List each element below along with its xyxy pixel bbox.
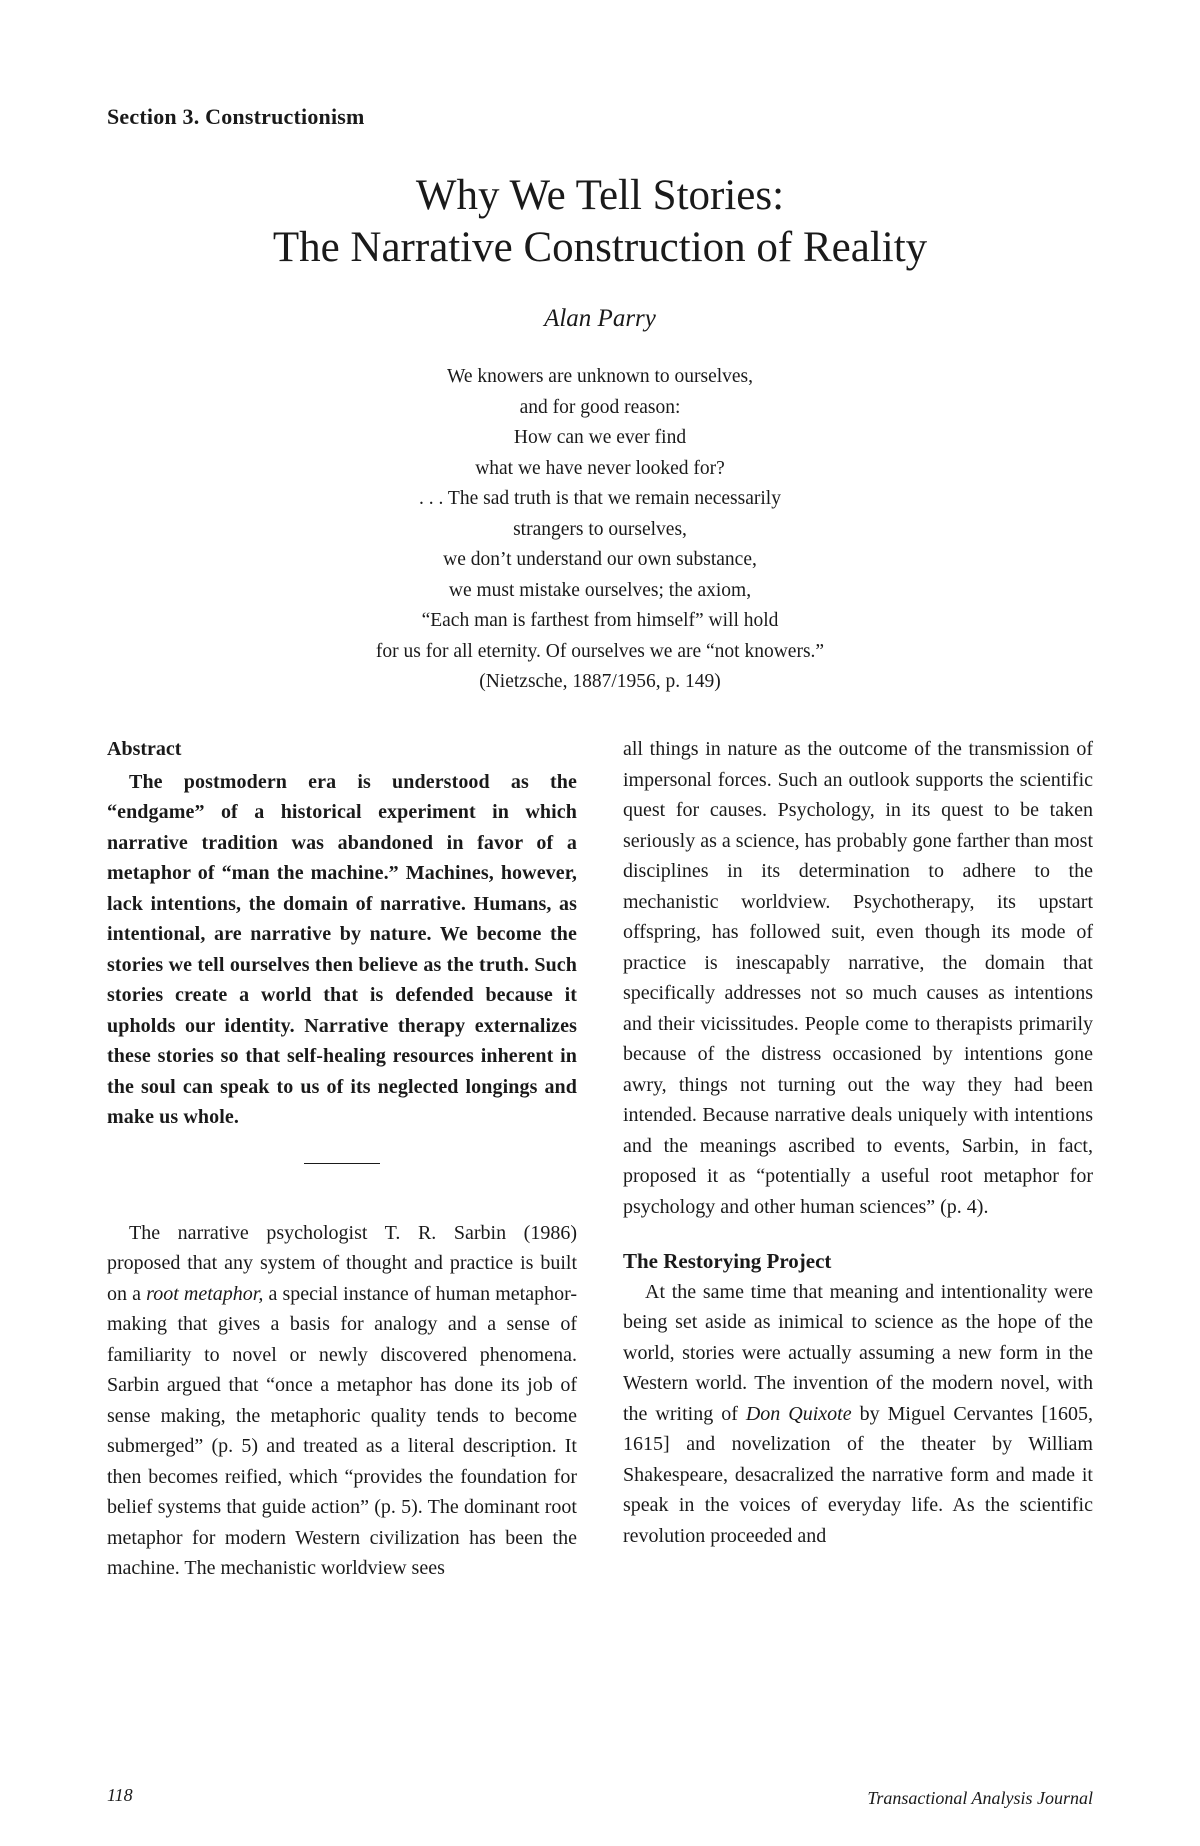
emphasis-text: root metaphor,	[146, 1282, 264, 1305]
epigraph-line: we don’t understand our own substance,	[443, 549, 757, 570]
section-divider	[304, 1163, 380, 1164]
text-run: At the same time that meaning and intentionality were being set aside as inimical to science as the hope of the world, stories were actually assuming a new form in the Western world. The invention of the modern novel, with the writing of	[623, 1280, 1093, 1425]
article-title	[0, 170, 1200, 274]
epigraph	[250, 362, 950, 698]
emphasis-text: Don Quixote	[745, 1402, 852, 1425]
epigraph-line: How can we ever find	[513, 427, 687, 448]
abstract-body: The postmodern era is understood as the “endgame” of a historical experiment in which narrative tradition was abandoned in favor of a metaphor of “man the machine.” Machines, however, lack intentions, the domain of narrative. Humans, as intentional, are narrative by nature. We become the stories we tell ourselves then believe as the truth. Such stories create a world that is defended because it upholds our identity. Narrative therapy externalizes these stories so that self-healing resources inherent in the soul can speak to us of its neglected longings and make us whole.	[107, 770, 577, 1128]
body-paragraph: all things in nature as the outcome of the transmission of impersonal forces. Such an outlook supports the scientific quest for causes. Psychology, in its quest to be taken seriously as a science, has probably gone farther than most disciplines in its determination to adhere to the mechanistic worldview. Psychotherapy, its upstart offspring, has followed suit, even though its mode of practice is inescapably narrative, the domain that specifically addresses not so much causes as intentions and their vicissitudes. People come to therapists primarily because of the distress occasioned by intentions gone awry, things not turning out the way they had been intended. Because narrative deals uniquely with intentions and the meanings ascribed to events, Sarbin, in fact, proposed it as “potentially a useful root metaphor for psychology and other human sciences” (p. 4).	[623, 738, 1093, 1218]
abstract-heading: Abstract	[107, 738, 182, 760]
epigraph-line: and for good reason:	[519, 396, 681, 418]
epigraph-line: strangers to ourselves,	[513, 518, 687, 540]
page-number: 118	[107, 1785, 133, 1805]
text-run: a special instance of human metaphor-making that gives a basis for analogy and a sense of familiarity to novel or newly discovered phenomena. Sarbin argued that “once a metaphor has done its job of sense making, the metaphoric quality tends to become submerged” (p. 5) and treated as a literal description. It then becomes reified, which “provides the foundation for belief systems that guide action” (p. 5). The dominant root metaphor for modern Western civilization has been the machine. The mechanistic worldview sees	[107, 1282, 577, 1579]
left-column	[107, 734, 577, 1584]
epigraph-line: for us for all eternity. Of ourselves we are “not knowers.”	[375, 640, 825, 662]
body-paragraph	[623, 1277, 1093, 1552]
epigraph-line: we must mistake ourselves; the axiom,	[448, 579, 752, 601]
section-label: Section 3. Constructionism	[107, 104, 365, 129]
title-line-1: Why We Tell Stories:	[415, 172, 785, 219]
body-paragraph	[107, 1218, 577, 1584]
title-line-2: The Narrative Construction of Reality	[272, 224, 928, 271]
epigraph-line: what we have never looked for?	[475, 457, 725, 479]
text-run: The narrative psychologist T. R. Sarbin (1986) proposed that any system of thought and practice is built on a	[107, 1221, 577, 1305]
epigraph-citation: (Nietzsche, 1887/1956, p. 149)	[479, 671, 721, 692]
right-column	[623, 734, 1093, 1551]
subheading: The Restorying Project	[623, 1249, 832, 1273]
journal-name: Transactional Analysis Journal	[867, 1788, 1093, 1808]
epigraph-line: “Each man is farthest from himself” will hold	[421, 610, 779, 631]
epigraph-line: We knowers are unknown to ourselves,	[446, 366, 754, 387]
author-name: Alan Parry	[544, 305, 656, 332]
text-run: by Miguel Cervantes [1605, 1615] and novelization of the theater by William Shakespeare, desacralized the narrative form and made it speak in the voices of everyday life. As the scientific revolution proceeded and	[623, 1402, 1093, 1547]
epigraph-line: . . . The sad truth is that we remain necessarily	[419, 488, 781, 509]
